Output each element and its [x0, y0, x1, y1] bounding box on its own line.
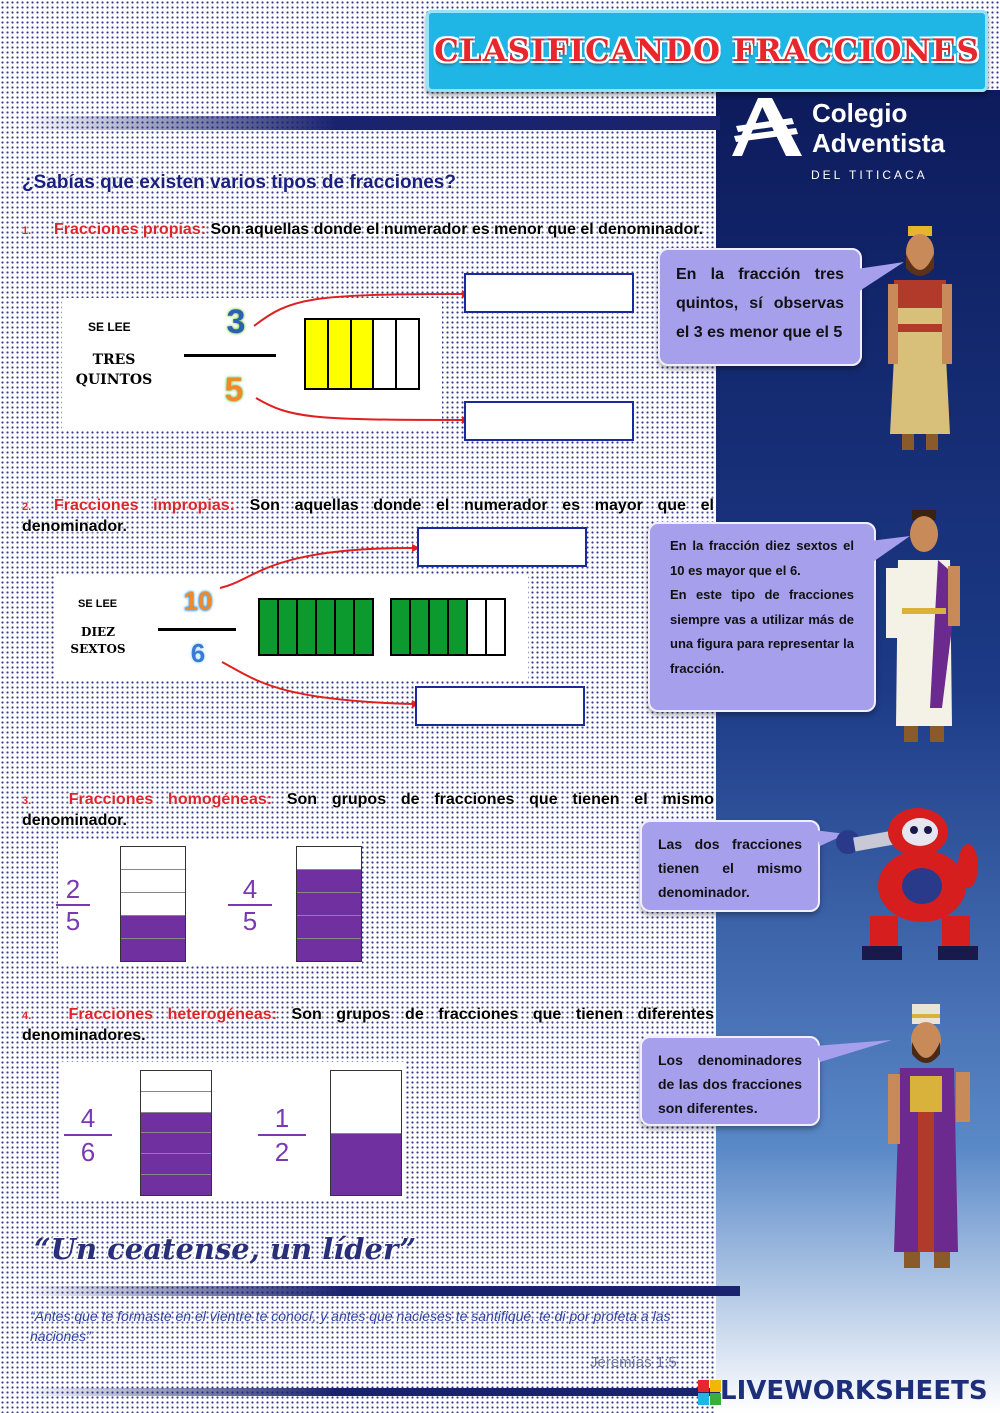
- bar-part: [297, 870, 361, 893]
- bar-part: [141, 1154, 211, 1175]
- answer-numerator-1[interactable]: [464, 273, 634, 313]
- se-lee-label: SE LEE: [78, 598, 118, 610]
- liveworksheets-brand[interactable]: LIVEWORKSHEETS: [720, 1376, 988, 1406]
- bar-part: [141, 1133, 211, 1154]
- denominator: 6: [190, 638, 206, 668]
- logo-subtitle: DEL TITICACA: [811, 168, 928, 182]
- section-4-text: 4. Fracciones heterogéneas: Son grupos de fracciones que tienen diferentes denominadores.: [22, 1006, 715, 1044]
- priest-character-icon: [878, 508, 968, 748]
- denominator: 5: [224, 371, 244, 409]
- speech-bubble-1: En la fracción tres quintos, sí observas el 3 es menor que el 5: [658, 248, 862, 366]
- motto: “Un ceatense, un líder”: [34, 1232, 416, 1266]
- speech-bubble-3: Las dos fracciones tienen el mismo denominador.: [640, 820, 820, 912]
- arrows-1: [250, 288, 470, 428]
- bar-part: [297, 847, 361, 870]
- se-lee-label: SE LEE: [88, 320, 131, 334]
- numerator: 10: [183, 586, 213, 616]
- bar-part: [487, 600, 504, 654]
- answer-denominator-2[interactable]: [415, 686, 585, 726]
- fraction-words: DIEZ SEXTOS: [70, 625, 126, 656]
- arrows-2: [216, 540, 426, 712]
- numerator: 3: [226, 303, 246, 341]
- bar-part: [468, 600, 487, 654]
- bar-part: [121, 870, 185, 893]
- logo-text: Colegio Adventista: [812, 98, 945, 158]
- vertical-bar-3b: [296, 846, 362, 962]
- fraction-b: 4 5: [232, 874, 268, 936]
- bible-verse: “Antes que te formaste en el vientre te conocí, y antes que nacieses te santifiqué, te di por profeta a las naciones”: [30, 1308, 671, 1344]
- answer-numerator-2[interactable]: [417, 527, 587, 567]
- speech-bubble-2: En la fracción diez sextos el 10 es mayor que el 6. En este tipo de fracciones siempre vas a utilizar más de una figura para representar la fracción.: [648, 522, 876, 712]
- page-title: CLASIFICANDO FRACCIONES: [434, 33, 980, 69]
- divider-top: [20, 116, 720, 130]
- fraction-a: 2 5: [58, 874, 88, 936]
- title-banner: [426, 10, 988, 92]
- section-2-text: 2. Fracciones impropias: Son aquellas donde el numerador es mayor que el denominador.: [22, 497, 714, 535]
- vertical-bar-4a: [140, 1070, 212, 1196]
- bar-part: [297, 916, 361, 939]
- section-1-text: 1. Fracciones propias: Son aquellas donde el numerador es menor que el denominador.: [22, 221, 704, 238]
- bar-part: [331, 1071, 401, 1134]
- robot-character-icon: [830, 796, 980, 974]
- king-character-icon: [880, 224, 960, 454]
- school-logo-icon: [732, 96, 806, 158]
- bar-part: [121, 916, 185, 939]
- high-priest-character-icon: [878, 1002, 978, 1278]
- divider-footer: [20, 1388, 720, 1396]
- bar-part: [331, 1134, 401, 1196]
- bar-part: [430, 600, 449, 654]
- answer-denominator-1[interactable]: [464, 401, 634, 441]
- bar-part: [449, 600, 468, 654]
- bar-part: [141, 1175, 211, 1195]
- section-3-text: 3. Fracciones homogéneas: Son grupos de fracciones que tienen el mismo denominador.: [22, 791, 715, 829]
- fraction-c: 4 6: [68, 1102, 108, 1168]
- verse-reference: Jeremías 1:5: [590, 1354, 677, 1371]
- vertical-bar-4b: [330, 1070, 402, 1196]
- bar-part: [121, 939, 185, 961]
- fraction-words: TRES QUINTOS: [75, 352, 153, 388]
- fraction-d: 1 2: [262, 1102, 302, 1168]
- speech-bubble-4: Los denominadores de las dos fracciones son diferentes.: [640, 1036, 820, 1126]
- liveworksheets-logo-icon: [698, 1380, 722, 1406]
- bar-part: [141, 1092, 211, 1113]
- divider-bottom: [20, 1286, 740, 1296]
- bar-part: [121, 893, 185, 916]
- bar-part: [141, 1113, 211, 1134]
- vertical-bar-3a: [120, 846, 186, 962]
- intro-question: ¿Sabías que existen varios tipos de fracciones?: [22, 172, 456, 193]
- bar-part: [297, 939, 361, 961]
- bar-part: [297, 893, 361, 916]
- bar-part: [121, 847, 185, 870]
- bar-part: [141, 1071, 211, 1092]
